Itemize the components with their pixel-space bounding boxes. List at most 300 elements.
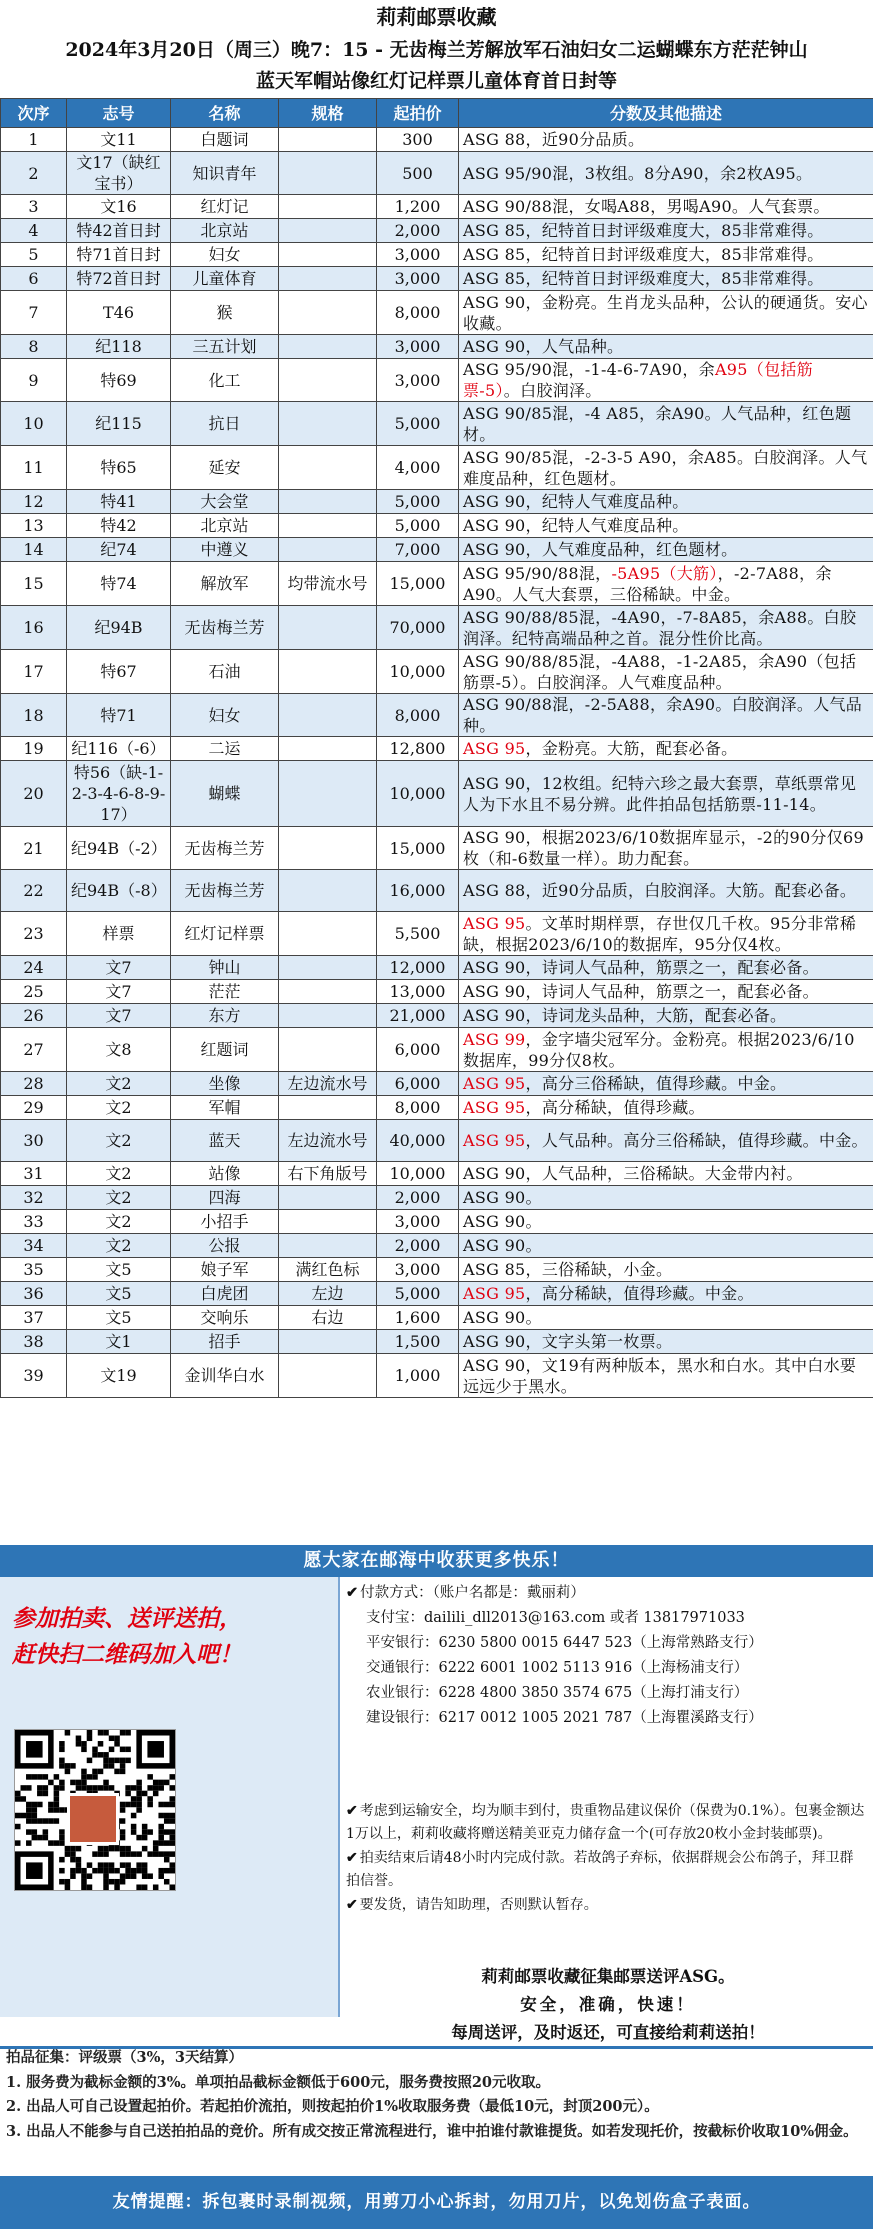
cell-no: 38: [1, 1330, 67, 1354]
cell-no: 4: [1, 219, 67, 243]
col-header-code: 志号: [67, 99, 171, 128]
cell-code: 文19: [67, 1354, 171, 1398]
cell-spec: [279, 152, 377, 195]
cell-spec: [279, 291, 377, 335]
table-row: [1, 402, 873, 446]
cell-no: 10: [1, 402, 67, 446]
cell-no: 14: [1, 538, 67, 562]
note-item: [346, 1894, 866, 1917]
cell-no: 20: [1, 761, 67, 827]
cell-code: 纪94B: [67, 606, 171, 650]
cell-spec: [279, 606, 377, 650]
lots-table-body: [1, 128, 873, 1398]
cell-name: 无齿梅兰芳: [171, 827, 279, 870]
desc-text: ，高分稀缺，值得珍藏。中金。: [525, 1284, 754, 1303]
cell-spec: [279, 267, 377, 291]
cell-name: 钟山: [171, 956, 279, 980]
table-row: [1, 1072, 873, 1096]
table-row: [1, 1234, 873, 1258]
desc-text: ASG 90/85混，-2-3-5 A90，余A85。白胶润泽。人气难度品种，红色题材。: [463, 447, 868, 488]
desc-text: ASG 90/88混，-2-5A88，余A90。白胶润泽。人气品种。: [463, 695, 863, 735]
cell-no: 29: [1, 1096, 67, 1120]
cell-spec: [279, 490, 377, 514]
desc-text: ，金字墙尖冠军分。金粉亮。根据2023/6/10数据库，99分仅8枚。: [463, 1029, 855, 1070]
qr-code[interactable]: [14, 1729, 176, 1891]
table-row: [1, 446, 873, 490]
cell-desc: [459, 152, 873, 195]
cell-desc: [459, 827, 873, 870]
cell-price: 10,000: [377, 650, 459, 694]
desc-text: ，金粉亮。大筋，配套必备。: [525, 739, 738, 758]
cell-name: 交响乐: [171, 1306, 279, 1330]
desc-text: ASG 90，纪特人气难度品种。: [463, 516, 689, 535]
table-row: [1, 956, 873, 980]
desc-text: ASG 90，人气难度品种，红色题材。: [463, 540, 738, 559]
cell-code: 样票: [67, 912, 171, 956]
desc-text: ASG 90/85混，-4 A85，余A90。人气品种，红色题材。: [463, 403, 852, 444]
cell-no: 27: [1, 1028, 67, 1072]
cell-name: 儿童体育: [171, 267, 279, 291]
col-header-name: 名称: [171, 99, 279, 128]
rule-line: 拍品征集：评级票（3%，3天结算）: [6, 2049, 243, 2066]
desc-text: ASG 90，诗词人气品种，筋票之一，配套必备。: [463, 982, 819, 1001]
cell-spec: [279, 195, 377, 219]
payment-title-text: 付款方式：（账户名都是：戴丽莉）: [360, 1585, 585, 1601]
cell-code: 纪94B（-2）: [67, 827, 171, 870]
cell-no: 34: [1, 1234, 67, 1258]
cell-code: 文2: [67, 1162, 171, 1186]
cell-price: 300: [377, 128, 459, 152]
desc-text: ASG 90，纪特人气难度品种。: [463, 492, 689, 511]
cell-price: 12,000: [377, 956, 459, 980]
cell-price: 1,600: [377, 1306, 459, 1330]
cell-spec: [279, 243, 377, 267]
cell-desc: [459, 562, 873, 606]
cell-desc: [459, 1120, 873, 1162]
cell-price: 10,000: [377, 761, 459, 827]
cell-code: T46: [67, 291, 171, 335]
table-row: [1, 1162, 873, 1186]
cell-no: 11: [1, 446, 67, 490]
cell-desc: [459, 606, 873, 650]
cell-price: 3,000: [377, 267, 459, 291]
desc-highlight: ASG 95: [463, 739, 526, 758]
cell-spec: [279, 912, 377, 956]
cell-no: 21: [1, 827, 67, 870]
collect-line: 莉莉邮票收藏征集邮票送评ASG。: [481, 1967, 735, 1986]
collect-line: 安全，准确，快速！: [520, 1995, 696, 2014]
join-text-line: 赶快扫二维码加入吧！: [12, 1641, 242, 1668]
cell-price: 40,000: [377, 1120, 459, 1162]
cell-no: 17: [1, 650, 67, 694]
bank-account: 平安银行：6230 5800 0015 6447 523（上海常熟路支行）: [366, 1635, 763, 1651]
cell-no: 7: [1, 291, 67, 335]
desc-text: ASG 90，人气品种。: [463, 337, 624, 356]
desc-text: 。文革时期样票，存世仅几千枚。95分非常稀缺，根据2023/6/10的数据库，95分仅4枚。: [463, 913, 857, 954]
cell-desc: [459, 1028, 873, 1072]
cell-spec: [279, 335, 377, 359]
cell-no: 18: [1, 694, 67, 737]
cell-desc: [459, 1306, 873, 1330]
desc-highlight: ASG 95: [463, 1098, 526, 1117]
cell-name: 坐像: [171, 1072, 279, 1096]
rule-line: 2. 出品人可自己设置起拍价。若起拍价流拍，则按起拍价1%收取服务费（最低10元，封顶200元）。: [6, 2098, 659, 2115]
cell-spec: [279, 1330, 377, 1354]
desc-text: ASG 90，文字头第一枚票。: [463, 1332, 673, 1351]
cell-code: 文2: [67, 1234, 171, 1258]
payment-title: [346, 1580, 870, 1606]
cell-no: 19: [1, 737, 67, 761]
table-row: [1, 1210, 873, 1234]
cell-spec: [279, 870, 377, 912]
cell-name: 白题词: [171, 128, 279, 152]
desc-text: ASG 90。: [463, 1236, 542, 1255]
table-row: [1, 827, 873, 870]
cell-price: 15,000: [377, 827, 459, 870]
desc-text: ，人气品种。高分三俗稀缺，值得珍藏。中金。: [525, 1131, 868, 1150]
cell-spec: [279, 128, 377, 152]
cell-code: 特71首日封: [67, 243, 171, 267]
cell-code: 文16: [67, 195, 171, 219]
cell-desc: [459, 1004, 873, 1028]
desc-text: ASG 90，文19有两种版本，黑水和白水。其中白水要远远少于黑水。: [463, 1355, 857, 1396]
check-icon: ✔: [346, 1803, 358, 1819]
cell-name: 茫茫: [171, 980, 279, 1004]
rule-line: 3. 出品人不能参与自己送拍拍品的竞价。所有成交按正常流程进行，谁中拍谁付款谁提货。如若发现托价，按截标价收取10%佣金。: [6, 2122, 858, 2140]
desc-text: ASG 90，金粉亮。生肖龙头品种，公认的硬通货。安心收藏。: [463, 292, 868, 333]
cell-no: 9: [1, 359, 67, 402]
note-text: 拍卖结束后请48小时内完成付款。若故鸽子弃标，依据群规会公布鸽子，拜卫群拍信誉。: [346, 1850, 854, 1889]
rule-line: 1. 服务费为截标金额的3%。单项拍品截标金额低于600元，服务费按照20元收取。: [6, 2073, 550, 2091]
cell-desc: [459, 219, 873, 243]
desc-text: ASG 90，12枚组。纪特六珍之最大套票，草纸票常见人为下水且不易分辨。此件拍品包括筋票-11-14。: [463, 773, 857, 814]
cell-desc: [459, 694, 873, 737]
table-header-row: [1, 99, 873, 128]
cell-name: 延安: [171, 446, 279, 490]
cell-price: 3,000: [377, 1210, 459, 1234]
table-row: [1, 291, 873, 335]
cell-name: 大会堂: [171, 490, 279, 514]
desc-highlight: A95（包括筋票-5）: [463, 360, 813, 400]
cell-name: 化工: [171, 359, 279, 402]
table-row: [1, 1330, 873, 1354]
cell-spec: [279, 1210, 377, 1234]
cell-spec: [279, 1004, 377, 1028]
desc-text: ASG 85，三俗稀缺，小金。: [463, 1260, 673, 1279]
cell-code: 文2: [67, 1072, 171, 1096]
cell-desc: [459, 243, 873, 267]
table-row: [1, 650, 873, 694]
cell-spec: [279, 514, 377, 538]
cell-desc: [459, 1162, 873, 1186]
cell-desc: [459, 1354, 873, 1398]
cell-no: 33: [1, 1210, 67, 1234]
lots-table: [0, 98, 873, 1398]
payment-info: [346, 1580, 870, 1731]
cell-price: 5,000: [377, 402, 459, 446]
desc-text: ASG 95/90混，-1-4-6-7A90，余: [463, 360, 715, 379]
cell-code: 纪118: [67, 335, 171, 359]
cell-spec: 右边: [279, 1306, 377, 1330]
cell-spec: [279, 359, 377, 402]
cell-price: 6,000: [377, 1028, 459, 1072]
note-item: [346, 1847, 866, 1893]
table-row: [1, 128, 873, 152]
cell-name: 石油: [171, 650, 279, 694]
cell-code: 特72首日封: [67, 267, 171, 291]
cell-code: 文11: [67, 128, 171, 152]
cell-price: 8,000: [377, 1096, 459, 1120]
cell-no: 37: [1, 1306, 67, 1330]
table-row: [1, 514, 873, 538]
cell-spec: [279, 956, 377, 980]
cell-no: 39: [1, 1354, 67, 1398]
cell-name: 北京站: [171, 514, 279, 538]
table-row: [1, 1096, 873, 1120]
auction-subtitle-2: 蓝天军帽站像红灯记样票儿童体育首日封等: [255, 70, 617, 92]
cell-name: 红灯记样票: [171, 912, 279, 956]
table-row: [1, 1186, 873, 1210]
cell-code: 文2: [67, 1186, 171, 1210]
collect-promo: [346, 1963, 870, 2047]
table-row: [1, 870, 873, 912]
cell-desc: [459, 650, 873, 694]
cell-code: 特69: [67, 359, 171, 402]
cell-spec: [279, 402, 377, 446]
cell-price: 21,000: [377, 1004, 459, 1028]
cell-no: 28: [1, 1072, 67, 1096]
cell-spec: [279, 1186, 377, 1210]
bank-account: 建设银行：6217 0012 1005 2021 787（上海瞿溪路支行）: [366, 1710, 763, 1726]
cell-code: 纪94B（-8）: [67, 870, 171, 912]
cell-desc: [459, 402, 873, 446]
cell-name: 中遵义: [171, 538, 279, 562]
cell-no: 31: [1, 1162, 67, 1186]
cell-name: 无齿梅兰芳: [171, 606, 279, 650]
cell-name: 军帽: [171, 1096, 279, 1120]
desc-text: ，高分稀缺，值得珍藏。: [525, 1098, 705, 1117]
cell-no: 22: [1, 870, 67, 912]
cell-price: 7,000: [377, 538, 459, 562]
cell-desc: [459, 980, 873, 1004]
cell-code: 特65: [67, 446, 171, 490]
cell-no: 6: [1, 267, 67, 291]
cell-name: 蓝天: [171, 1120, 279, 1162]
table-row: [1, 1282, 873, 1306]
check-icon: ✔: [346, 1850, 358, 1866]
bank-account: 农业银行：6228 4800 3850 3574 675（上海打浦支行）: [366, 1685, 749, 1701]
cell-desc: [459, 912, 873, 956]
cell-desc: [459, 1072, 873, 1096]
cell-price: 1,200: [377, 195, 459, 219]
table-row: [1, 219, 873, 243]
cell-price: 5,500: [377, 912, 459, 956]
auction-subtitle: 2024年3月20日（周三）晚7：15 - 无齿梅兰芳解放军石油妇女二运蝴蝶东方茫茫钟山: [65, 39, 808, 61]
table-row: [1, 1354, 873, 1398]
cell-spec: [279, 1234, 377, 1258]
cell-price: 3,000: [377, 243, 459, 267]
cell-price: 10,000: [377, 1162, 459, 1186]
desc-text: ASG 90。: [463, 1212, 542, 1231]
cell-name: 二运: [171, 737, 279, 761]
cell-code: 文5: [67, 1258, 171, 1282]
desc-text: ASG 90，诗词人气品种，筋票之一，配套必备。: [463, 958, 819, 977]
cell-price: 15,000: [377, 562, 459, 606]
cell-no: 5: [1, 243, 67, 267]
cell-price: 4,000: [377, 446, 459, 490]
table-row: [1, 694, 873, 737]
avatar: [67, 1793, 119, 1845]
cell-desc: [459, 761, 873, 827]
cell-desc: [459, 359, 873, 402]
cell-desc: [459, 1282, 873, 1306]
cell-name: 小招手: [171, 1210, 279, 1234]
desc-text: ASG 95/90/88混，: [463, 563, 612, 583]
cell-desc: [459, 956, 873, 980]
table-row: [1, 1004, 873, 1028]
col-header-spec: 规格: [279, 99, 377, 128]
cell-price: 2,000: [377, 1186, 459, 1210]
cell-name: 娘子军: [171, 1258, 279, 1282]
cell-code: 文7: [67, 1004, 171, 1028]
cell-desc: [459, 128, 873, 152]
cell-desc: [459, 1096, 873, 1120]
cell-price: 8,000: [377, 291, 459, 335]
desc-text: ASG 88，近90分品质。: [463, 130, 645, 149]
shipping-notes: [346, 1800, 866, 1918]
cell-code: 文7: [67, 956, 171, 980]
cell-spec: [279, 538, 377, 562]
cell-code: 特42首日封: [67, 219, 171, 243]
cell-code: 文8: [67, 1028, 171, 1072]
fee-rules: [6, 2046, 868, 2144]
check-icon: ✔: [346, 1584, 359, 1601]
desc-text: ASG 90/88/85混，-4A90，-7-8A85，余A88。白胶润泽。纪特高端品种之首。混分性价比高。: [463, 607, 857, 648]
cell-no: 26: [1, 1004, 67, 1028]
cell-desc: [459, 335, 873, 359]
cell-spec: [279, 694, 377, 737]
table-row: [1, 267, 873, 291]
desc-text: ASG 90/88混，女喝A88，男喝A90。人气套票。: [463, 197, 830, 216]
cell-code: 文2: [67, 1120, 171, 1162]
cell-no: 13: [1, 514, 67, 538]
cell-code: 特74: [67, 562, 171, 606]
note-text: 考虑到运输安全，均为顺丰到付，贵重物品建议保价（保费为0.1%）。包裹金额达1万以上，莉莉收藏将赠送精美亚克力储存盒一个(可存放20枚小金封装邮票)。: [346, 1803, 865, 1842]
cell-no: 23: [1, 912, 67, 956]
cell-code: 特56（缺-1-2-3-4-6-8-9-17）: [67, 761, 171, 827]
cell-spec: 左边: [279, 1282, 377, 1306]
cell-price: 70,000: [377, 606, 459, 650]
cell-name: 白虎团: [171, 1282, 279, 1306]
cell-no: 35: [1, 1258, 67, 1282]
cell-name: 无齿梅兰芳: [171, 870, 279, 912]
cell-no: 25: [1, 980, 67, 1004]
cell-spec: 满红色标: [279, 1258, 377, 1282]
note-item: [346, 1800, 866, 1846]
cell-name: 站像: [171, 1162, 279, 1186]
bless-banner: 愿大家在邮海中收获更多快乐！: [0, 1545, 873, 1577]
table-row: [1, 1306, 873, 1330]
cell-price: 16,000: [377, 870, 459, 912]
cell-name: 知识青年: [171, 152, 279, 195]
cell-no: 32: [1, 1186, 67, 1210]
alipay-info: 支付宝：dailili_dll2013@163.com 或者 13817971033: [366, 1610, 745, 1626]
cell-no: 8: [1, 335, 67, 359]
cell-code: 文7: [67, 980, 171, 1004]
cell-code: 特71: [67, 694, 171, 737]
cell-code: 特41: [67, 490, 171, 514]
cell-price: 3,000: [377, 335, 459, 359]
cell-code: 纪116（-6）: [67, 737, 171, 761]
cell-code: 文5: [67, 1282, 171, 1306]
cell-spec: [279, 1096, 377, 1120]
cell-no: 24: [1, 956, 67, 980]
table-row: [1, 1120, 873, 1162]
cell-no: 15: [1, 562, 67, 606]
cell-name: 三五计划: [171, 335, 279, 359]
cell-no: 36: [1, 1282, 67, 1306]
desc-text: ASG 85，纪特首日封评级难度大，85非常难得。: [463, 221, 824, 240]
cell-spec: [279, 650, 377, 694]
desc-highlight: ASG 95: [463, 1131, 526, 1150]
table-row: [1, 243, 873, 267]
col-header-no: 次序: [1, 99, 67, 128]
table-row: [1, 1258, 873, 1282]
cell-price: 3,000: [377, 1258, 459, 1282]
cell-price: 1,500: [377, 1330, 459, 1354]
desc-text: ，-2-7A88，余A90。人气大套票，三俗稀缺。中金。: [463, 563, 832, 604]
table-row: [1, 761, 873, 827]
cell-spec: 均带流水号: [279, 562, 377, 606]
cell-name: 红灯记: [171, 195, 279, 219]
collect-line: 每周送评，及时返还，可直接给莉莉送拍！: [451, 2023, 765, 2042]
cell-desc: [459, 538, 873, 562]
col-header-price: 起拍价: [377, 99, 459, 128]
cell-name: 红题词: [171, 1028, 279, 1072]
cell-price: 1,000: [377, 1354, 459, 1398]
cell-name: 公报: [171, 1234, 279, 1258]
cell-spec: 左边流水号: [279, 1072, 377, 1096]
cell-name: 招手: [171, 1330, 279, 1354]
cell-desc: [459, 490, 873, 514]
check-icon: ✔: [346, 1897, 358, 1913]
cell-name: 蝴蝶: [171, 761, 279, 827]
cell-name: 猴: [171, 291, 279, 335]
desc-text: ASG 90。: [463, 1308, 542, 1327]
cell-name: 解放军: [171, 562, 279, 606]
desc-text: ASG 95/90混，3枚组。8分A90，余2枚A95。: [463, 163, 813, 183]
cell-desc: [459, 1210, 873, 1234]
cell-name: 妇女: [171, 243, 279, 267]
cell-desc: [459, 267, 873, 291]
cell-desc: [459, 1330, 873, 1354]
page-title: 莉莉邮票收藏: [376, 5, 497, 29]
cell-price: 8,000: [377, 694, 459, 737]
cell-code: 纪74: [67, 538, 171, 562]
desc-text: 。白胶润泽。: [503, 381, 602, 400]
desc-text: ASG 85，纪特首日封评级难度大，85非常难得。: [463, 269, 824, 288]
cell-desc: [459, 1234, 873, 1258]
cell-desc: [459, 737, 873, 761]
cell-spec: [279, 446, 377, 490]
cell-price: 12,800: [377, 737, 459, 761]
cell-code: 特67: [67, 650, 171, 694]
cell-name: 北京站: [171, 219, 279, 243]
cell-price: 2,000: [377, 1234, 459, 1258]
table-row: [1, 538, 873, 562]
cell-no: 16: [1, 606, 67, 650]
cell-name: 妇女: [171, 694, 279, 737]
